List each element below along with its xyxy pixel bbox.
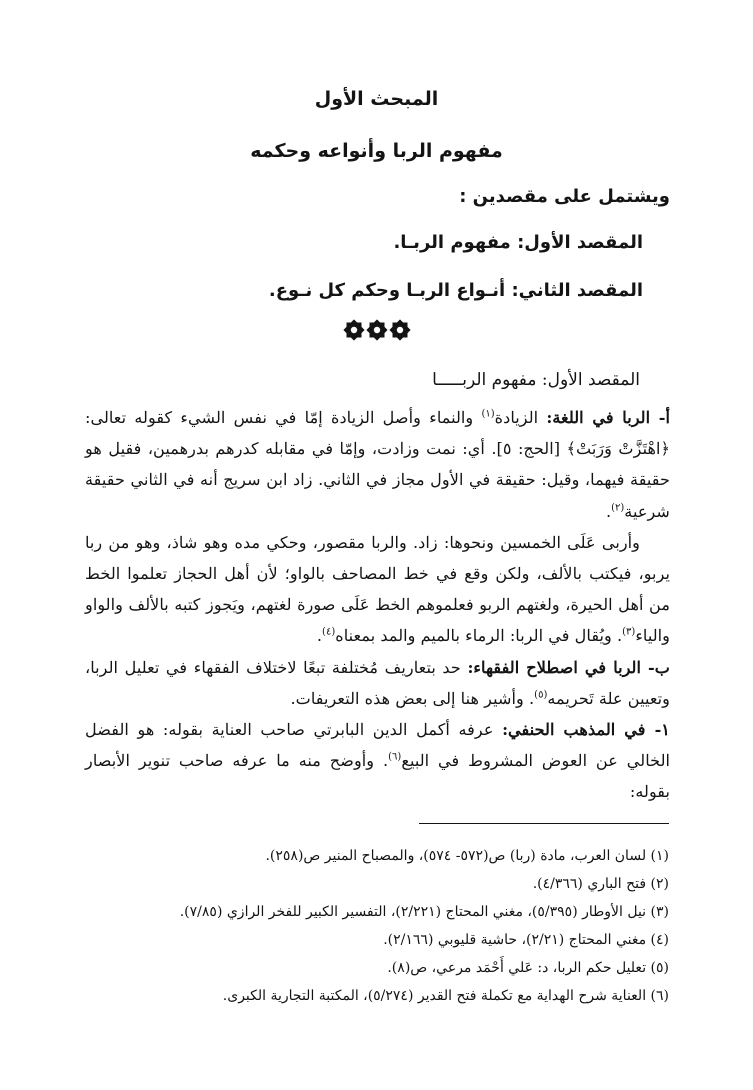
paragraph-hanafi xyxy=(85,714,670,808)
section-title xyxy=(432,370,640,390)
intro-line: ويشتمل على مقصدين : xyxy=(459,186,670,207)
text-run: والنماء وأصل الزيادة إمّا في نفس الشيء كقوله تعالى: ﴿اهْتَزَّتْ وَرَبَتْ﴾ [الحج: ٥]. أي: نمت وزادت، وإمّا في مقابله كدرهم بدرهمين، فقيل هو حقيقة فيهما، وقيل: حقيقة في الأول مجاز في الثاني. زاد ابن سريج أنه في الثاني حقيقة شرعية xyxy=(85,408,670,521)
paragraph-lead: ب- الربا في اصطلاح الفقهاء: xyxy=(467,657,670,677)
footnote-item: (٣) نيل الأوطار (٥/٣٩٥)، مغني المحتاج (٢/٢٢١)، التفسير الكبير للفخر الرازي (٧/٨٥). xyxy=(179,904,669,920)
footnote-ref[interactable]: (٤) xyxy=(322,627,336,639)
footnote-ref[interactable]: (٢) xyxy=(611,502,625,514)
text-run: عرفه أكمل الدين البابرتي صاحب العناية بقوله: هو الفضل الخالي عن العوض المشروط في البيع xyxy=(85,720,671,771)
footnote-item: (٥) تعليل حكم الربا، د: عَلي أَحْمَد مرعي، ص(٨). xyxy=(387,960,669,976)
paragraph-language xyxy=(85,402,670,527)
text-run: . ويُقال في الربا: الرماء بالميم والمد بمعناه xyxy=(335,626,623,646)
text-run: . xyxy=(316,626,323,646)
footnote-item: (٤) مغني المحتاج (٢/٢١)، حاشية قليوبي (٢/١٦٦). xyxy=(383,932,669,948)
chapter-title: المبحث الأول xyxy=(314,88,439,110)
intro-item-2: المقصد الثاني: أنـواع الربـا وحكم كل نـوع. xyxy=(268,280,643,301)
paragraph-lead: ١- في المذهب الحنفي: xyxy=(502,720,670,740)
footnote-separator xyxy=(419,823,669,824)
text-run: . وأشير هنا إلى بعض هذه التعريفات. xyxy=(290,688,535,708)
footnote-ref[interactable]: (٥) xyxy=(534,689,548,701)
paragraph-spelling xyxy=(85,527,670,652)
footnotes xyxy=(69,842,669,1010)
text-run: حد بتعاريف مُختلفة تبعًا لاختلاف الفقهاء في تعليل الربا، وتعيين علة تَحريمه xyxy=(85,657,670,708)
ornament-stars-icon xyxy=(342,319,412,341)
footnote-ref[interactable]: (٣) xyxy=(622,627,636,639)
footnote-item: (١) لسان العرب، مادة (ربا) ص(٥٧٢- ٥٧٤)، والمصباح المنير ص(٢٥٨). xyxy=(265,848,669,864)
intro-item-1: المقصد الأول: مفهوم الربـا. xyxy=(393,232,643,253)
section-title-text: المقصد الأول: مفهوم الربــــ xyxy=(442,370,640,390)
footnote-ref[interactable]: (١) xyxy=(481,408,495,420)
paragraph-lead: أ- الربا في اللغة: xyxy=(546,408,671,427)
text-run: . xyxy=(605,501,612,521)
text-run: وأربى عَلَى الخمسين ونحوها: زاد. والربا مقصور، وحكي مده وهو شاذ، وهو من ربا يربو، فيكتب بالألف، ولكن وقع في خط المصاحف بالواو؛ لأن أهل الحجاز تعلموا الخط من أهل الحيرة، ولغتهم الربو فعلموهم الخط عَلَى صورة لغتهم، ويَجوز كتبه بالألف والواو والياء xyxy=(85,532,670,646)
ornament-divider xyxy=(0,319,753,345)
paragraph-terminology xyxy=(85,652,670,714)
text-run: الزيادة xyxy=(494,408,547,427)
footnote-item: (٦) العناية شرح الهداية مع تكملة فتح القدير (٥/٢٧٤)، المكتبة التجارية الكبرى. xyxy=(222,988,669,1004)
section-title-end: ـا xyxy=(432,370,443,390)
text-run: . وأوضح منه ما عرفه صاحب تنوير الأبصار بقوله: xyxy=(85,751,670,802)
footnote-ref[interactable]: (٦) xyxy=(388,751,402,763)
body-text xyxy=(85,402,670,808)
chapter-subtitle: مفهوم الربا وأنواعه وحكمه xyxy=(250,140,503,162)
footnote-item: (٢) فتح الباري (٤/٣٦٦). xyxy=(532,876,669,892)
